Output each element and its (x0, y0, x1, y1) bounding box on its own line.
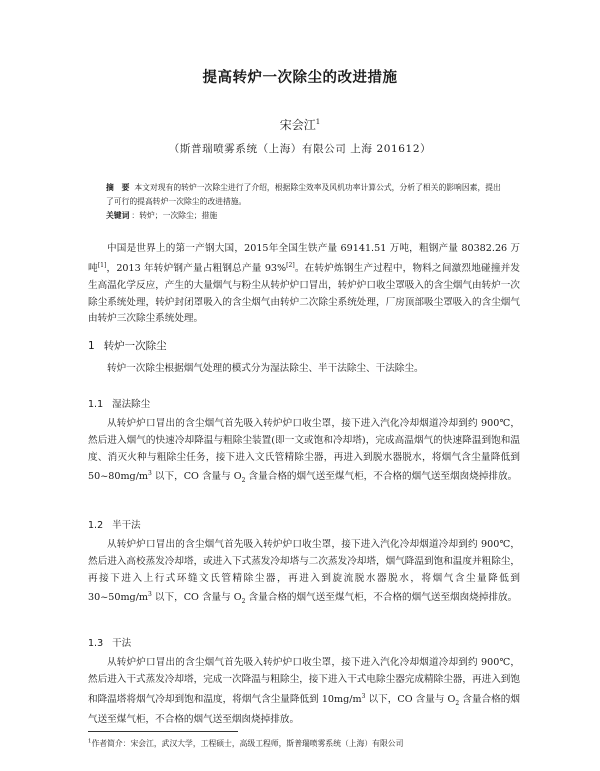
section-1-2-title: 半干法 (112, 520, 141, 531)
keywords-text: 转炉；一次除尘；措施 (139, 211, 218, 220)
author-line (0, 116, 600, 133)
footnote-mark: 1 (88, 738, 92, 745)
section-1-3-text-1: 从转炉炉口冒出的含尘烟气首先吸入转炉炉口收尘罩，接下进入汽化冷却烟道冷却到约 900℃，然后进入干式蒸发冷却塔，完成一次降温与粗除尘，接下进入干式电除尘器完成精除尘器，再进入到饱和降温塔将烟气冷却到饱和温度，将烟气含尘量降低到 10mg/m (88, 657, 520, 705)
author-footnote (88, 738, 520, 749)
affiliation: （斯普瑞喷雾系统（上海）有限公司 上海 201612） (168, 143, 432, 155)
section-1-1-number: 1.1 (88, 399, 104, 410)
author-footnote-mark: 1 (315, 118, 321, 126)
section-1-3-paragraph (88, 655, 520, 729)
section-1-3-sup: 3 (361, 692, 366, 700)
section-1-1-text-3: 含量合格的烟气送至煤气柜，不合格的烟气送至烟囱烧掉排放。 (245, 471, 518, 483)
section-1-paragraph: 转炉一次除尘根据烟气处理的模式分为湿法除尘、半干法除尘、干法除尘。 (107, 363, 424, 374)
keywords-colon: ： (131, 211, 140, 220)
section-1-3-text-3: 含量合格的烟气送至煤气柜，不合格的烟气送至烟囱烧掉排放。 (88, 693, 520, 726)
section-1-1-title: 湿法除尘 (112, 399, 151, 410)
section-1-1-heading (88, 396, 150, 410)
section-1-2-text-2: 以下，CO 含量与 O (151, 592, 242, 604)
intro-text-3: 。在转炉炼钢生产过程中，物料之间激烈地碰撞并发生高温化学反应，产生的大量烟气与粉尘从转炉炉口冒出，转炉炉口收尘罩吸入的含尘烟气由转炉一次除尘系统处理，转炉封闭罩吸入的含尘烟气由转炉二次除尘系统处理，厂房顶部吸尘罩吸入的含尘烟气由转炉三次除尘系统处理。 (88, 262, 521, 325)
section-1-title: 转炉一次除尘 (103, 340, 167, 352)
keywords (106, 210, 506, 221)
section-1-2-paragraph (88, 537, 520, 611)
abstract (106, 181, 506, 209)
section-1-3-title: 干法 (112, 638, 132, 649)
abstract-text: 本文对现有的转炉一次除尘进行了介绍，根据除尘效率及风机功率计算公式，分析了相关的影响因素，提出了可行的提高转炉一次除尘的改进措施。 (106, 183, 501, 206)
section-1-1-paragraph (88, 416, 520, 490)
paper-title: 提高转炉一次除尘的改进措施 (202, 70, 398, 86)
section-1-1-sub: 2 (241, 477, 246, 485)
section-1-2-text-1: 从转炉炉口冒出的含尘烟气首先吸入转炉炉口收尘罩，接下进入汽化冷却烟道冷却到约 900℃，然后进入高校蒸发冷却塔，或进入下式蒸发冷却塔与二次蒸发冷却塔，烟气降温到饱和温度并粗除尘，再接下进入上行式环缝文氏管精除尘器，再进入到旋流脱水器脱水，将烟气含尘量降低到 30~50mg/m (88, 539, 520, 604)
section-1-2-heading (88, 517, 141, 531)
section-1-number: 1 (88, 340, 95, 352)
author-name: 宋会江 (279, 118, 316, 132)
intro-paragraph (88, 241, 520, 328)
section-1-heading (88, 338, 167, 353)
citation-2: [2] (286, 261, 295, 269)
section-1-3-sub: 2 (455, 699, 460, 707)
section-1-1-text-2: 以下，CO 含量与 O (151, 471, 242, 483)
section-1-2-sub: 2 (241, 598, 246, 606)
section-1-1-sup: 3 (148, 470, 152, 478)
footnote-text: 作者简介：宋会江，武汉大学，工程硕士，高级工程师，斯普瑞喷雾系统（上海）有限公司 (91, 739, 404, 748)
keywords-label: 关键词 (106, 211, 130, 220)
section-1-1-text-1: 从转炉炉口冒出的含尘烟气首先吸入转炉炉口收尘罩，接下进入汽化冷却烟道冷却到约 900℃，然后进入烟气的快速冷却降温与粗除尘装置(即一文或饱和冷却塔)，完成高温烟气的快速降温到饱和温度、消灭火种与粗除尘任务，接下进入文氏管精除尘器，再进入到脱水器脱水，将烟气含尘量降低到 50~80mg/m (88, 418, 521, 483)
intro-text-1: 中国是世界上的第一产钢大国，2015年全国生铁产量 69141.51 万吨，粗钢产量 80382.26 万吨 (88, 243, 520, 274)
intro-text-2: ，2013 年转炉钢产量占粗钢总产量 93% (106, 262, 287, 274)
section-1-3-number: 1.3 (88, 638, 104, 649)
section-1-2-text-3: 含量合格的烟气送至煤气柜，不合格的烟气送至烟囱烧掉排放。 (245, 592, 518, 604)
section-1-3-text-2: 以下，CO 含量与 O (365, 693, 456, 705)
section-1-2-number: 1.2 (88, 520, 104, 531)
section-1-3-heading (88, 635, 131, 649)
abstract-label: 摘 要 (106, 183, 130, 192)
footnote-divider (88, 731, 238, 732)
citation-1: [1] (97, 261, 107, 269)
section-1-2-sup: 3 (148, 591, 152, 599)
